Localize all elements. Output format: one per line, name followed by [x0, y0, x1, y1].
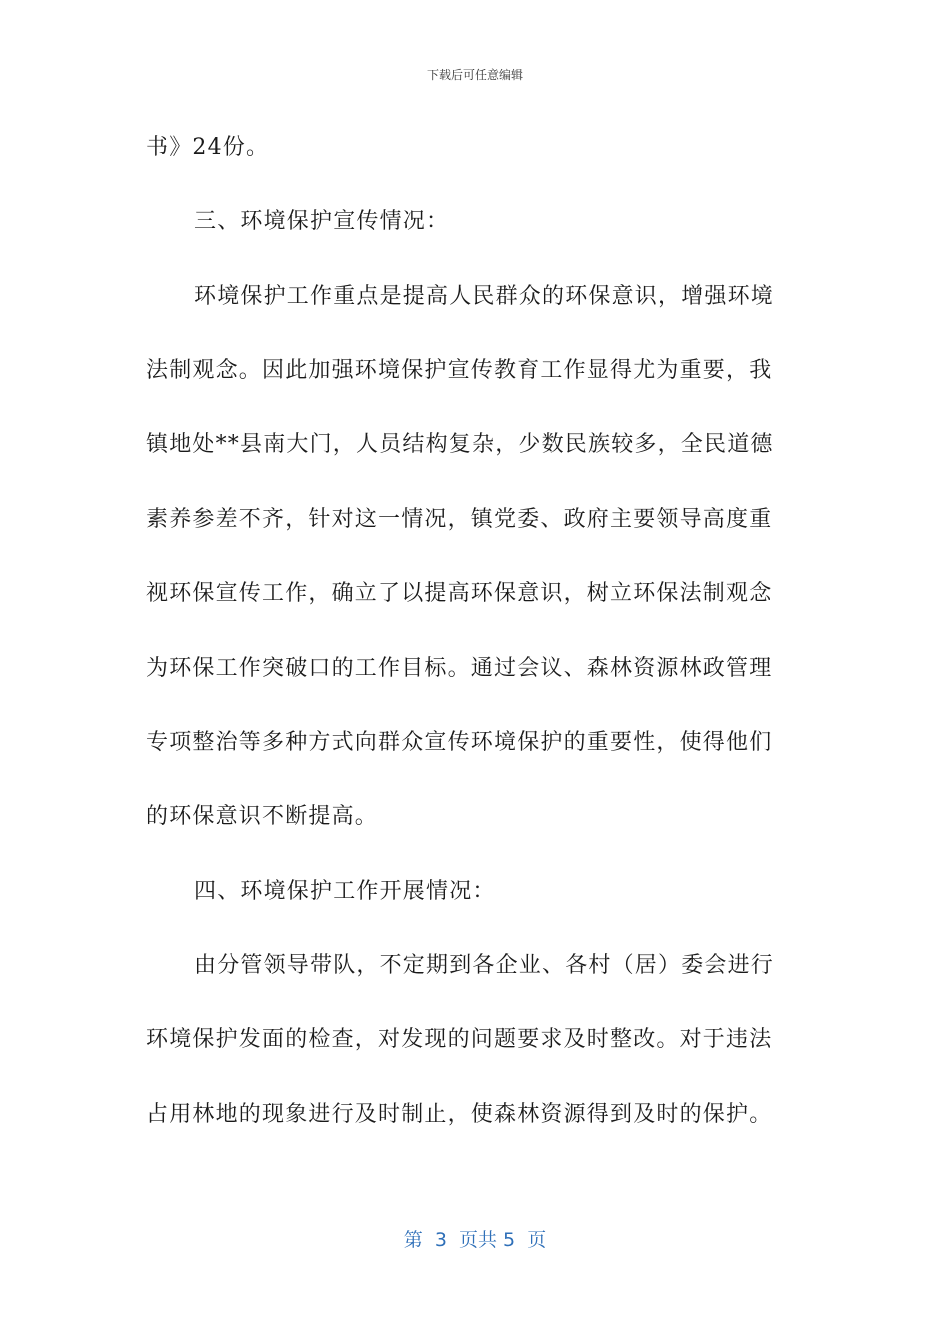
page-number-footer: 第 3 页共 5 页 [403, 1229, 547, 1251]
text-line: 素养参差不齐，针对这一情况，镇党委、政府主要领导高度重 [146, 507, 773, 532]
text-line: 占用林地的现象进行及时制止，使森林资源得到及时的保护。 [146, 1102, 773, 1127]
text-line: 镇地处**县南大门，人员结构复杂，少数民族较多，全民道德 [146, 432, 774, 457]
page-header: 下载后可任意编辑 [426, 68, 523, 82]
text-line: 法制观念。因此加强环境保护宣传教育工作显得尤为重要，我 [146, 358, 773, 383]
text-line: 由分管领导带队，不定期到各企业、各村（居）委会进行 [194, 953, 775, 978]
text-line: 的环保意识不断提高。 [146, 804, 379, 829]
text-line: 书》24份。 [146, 135, 270, 160]
section-heading: 四、环境保护工作开展情况： [194, 879, 496, 904]
text-line: 环境保护工作重点是提高人民群众的环保意识，增强环境 [194, 284, 775, 309]
text-line: 专项整治等多种方式向群众宣传环境保护的重要性，使得他们 [146, 730, 773, 755]
text-line: 环境保护发面的检查，对发现的问题要求及时整改。对于违法 [146, 1027, 773, 1052]
text-line: 为环保工作突破口的工作目标。通过会议、森林资源林政管理 [146, 656, 773, 681]
text-line: 视环保宣传工作，确立了以提高环保意识，树立环保法制观念 [146, 581, 773, 606]
section-heading: 三、环境保护宣传情况： [194, 209, 450, 234]
